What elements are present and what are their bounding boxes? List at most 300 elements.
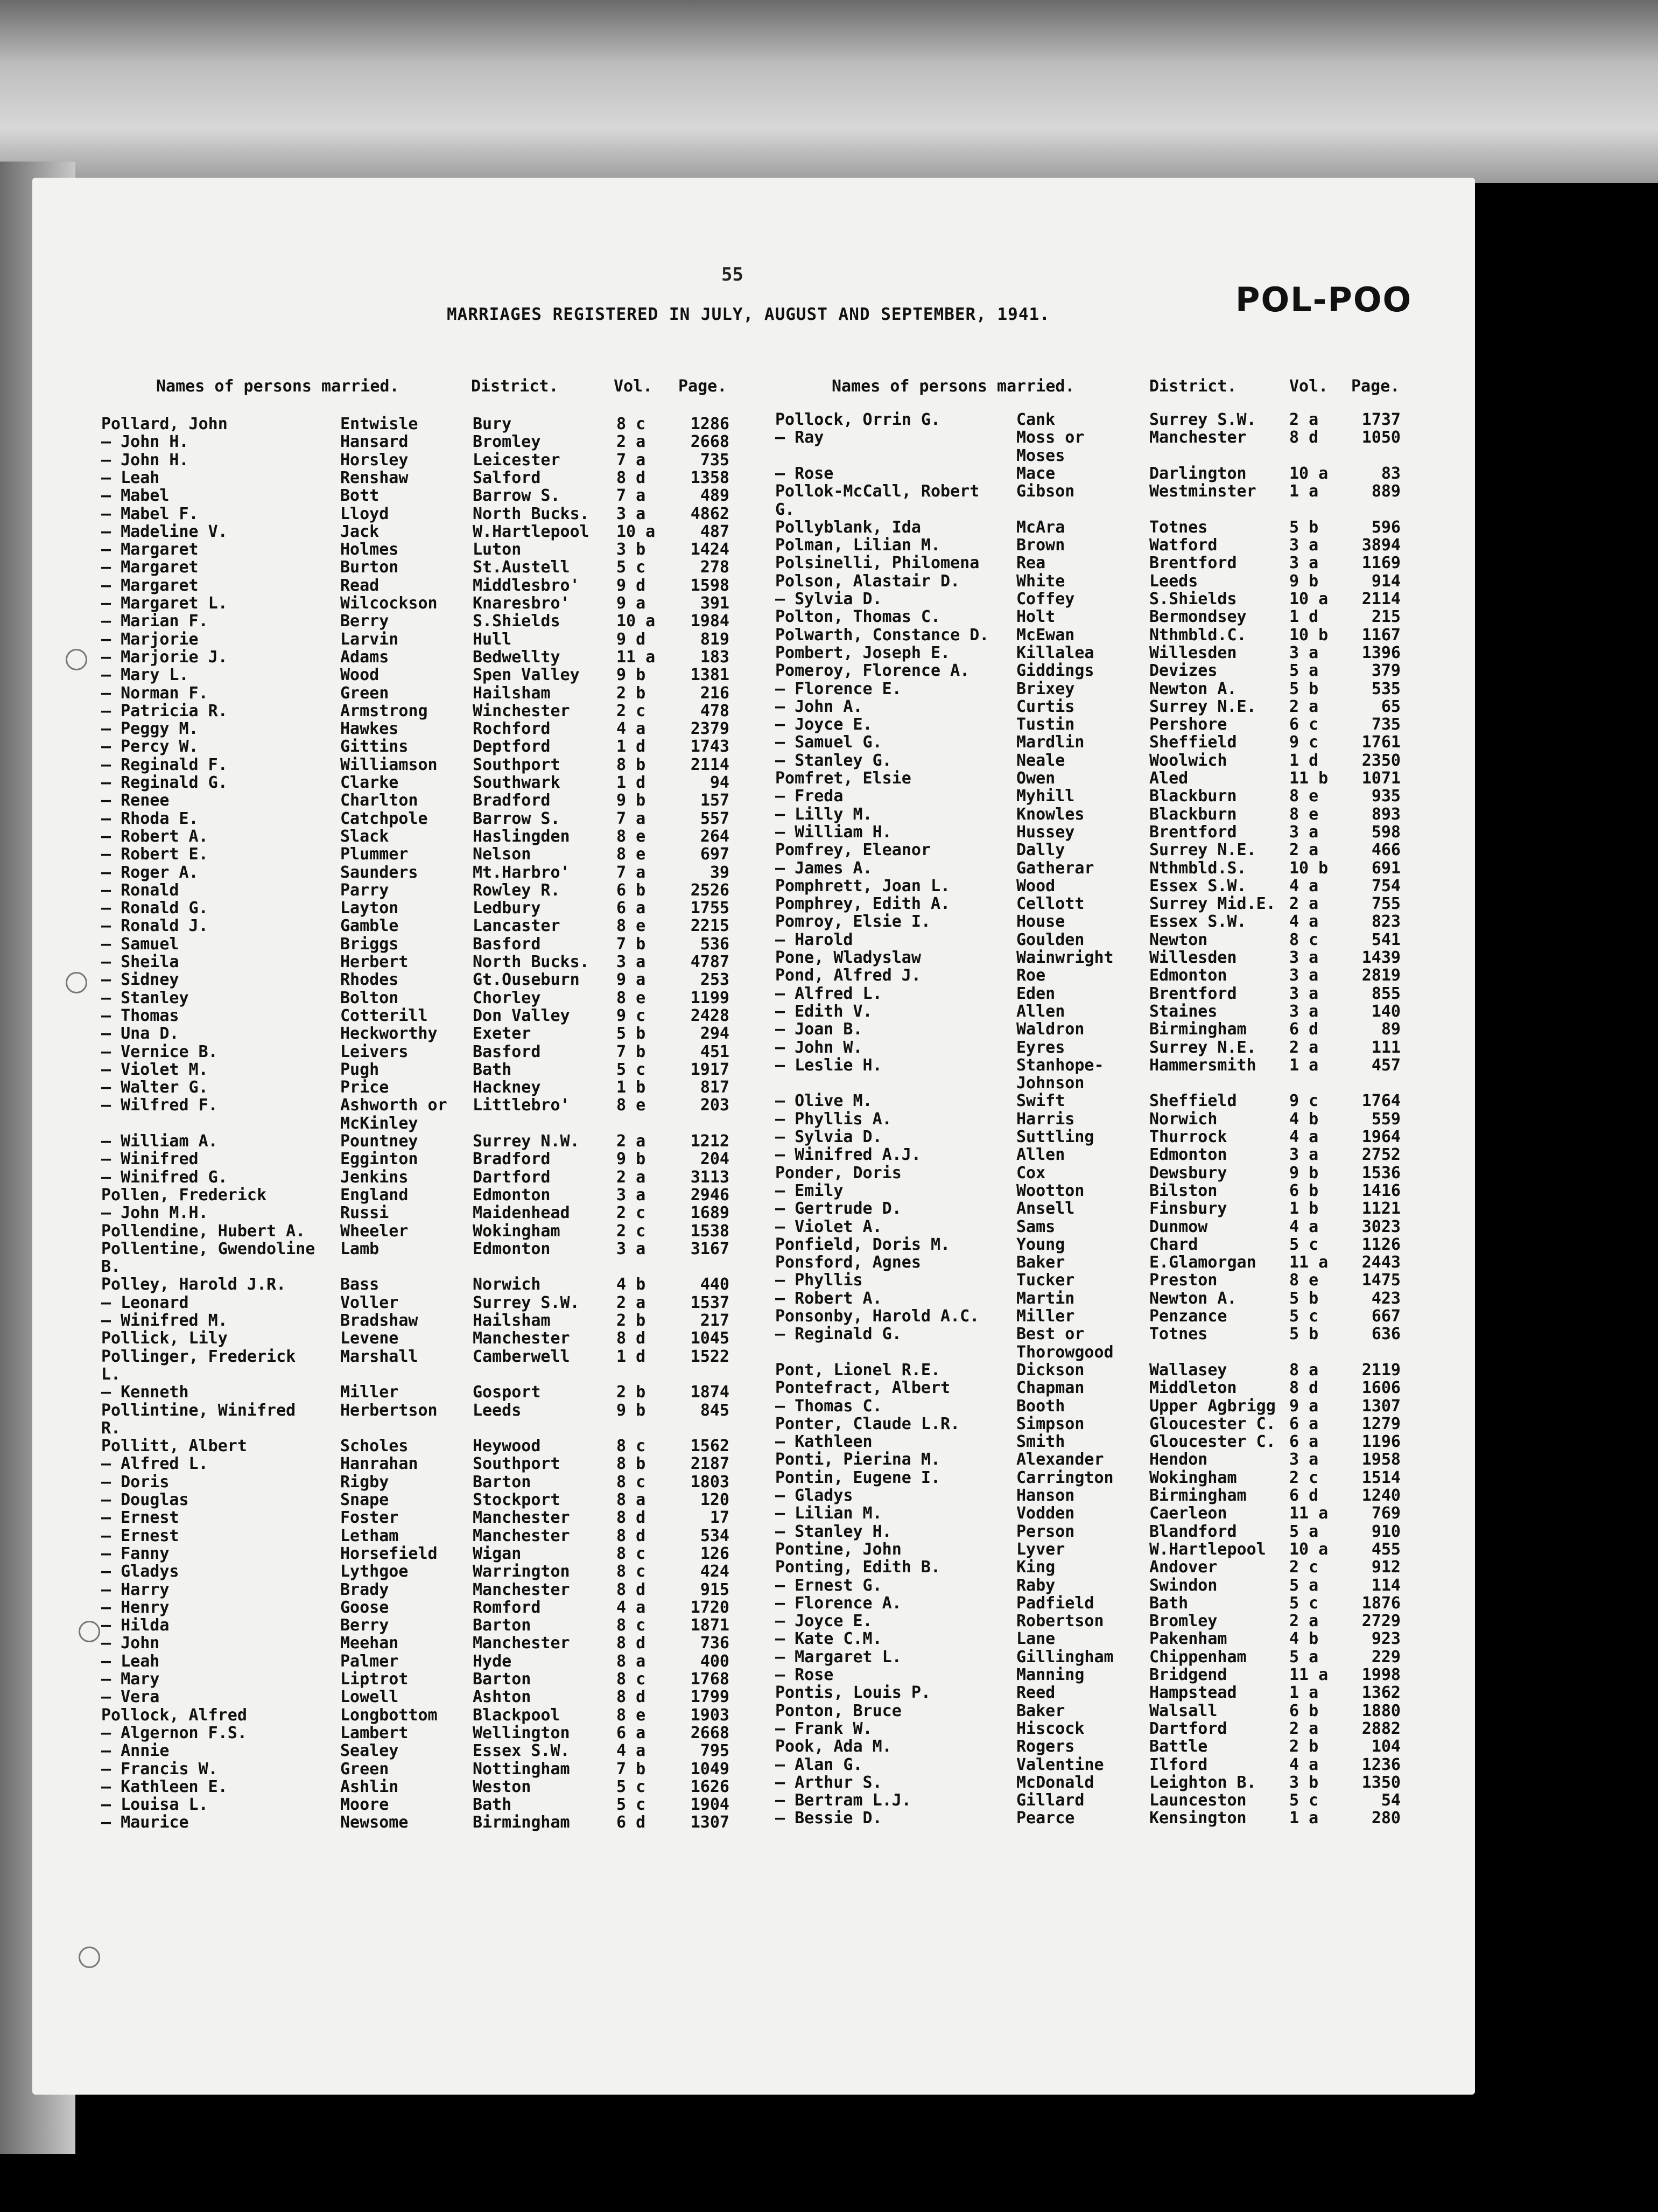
entry-vol: 1 b — [616, 1078, 646, 1097]
entry-district: Basford — [473, 1042, 541, 1061]
entry-district: Surrey N.E. — [1149, 841, 1256, 860]
entry-vol: 3 b — [1289, 1773, 1319, 1792]
entry-row — [0, 1809, 1658, 1827]
entry-spouse: Charlton — [340, 791, 418, 810]
entry-district: Ilford — [1149, 1755, 1208, 1774]
entry-page: 120 — [700, 1490, 729, 1509]
entry-page: 466 — [1371, 841, 1401, 860]
entry-row — [0, 1091, 1658, 1110]
entry-spouse: Lyver — [1016, 1539, 1065, 1559]
entry-spouse: Bolton — [340, 988, 399, 1007]
entry-spouse: Baker — [1016, 1701, 1065, 1720]
entry-spouse: Foster — [340, 1508, 399, 1528]
entry-vol: 8 c — [616, 1616, 646, 1635]
header-page-right: Page. — [1351, 377, 1400, 396]
entry-district: Bradford — [473, 1150, 551, 1169]
entry-district: Chippenham — [1149, 1647, 1247, 1667]
entry-surname: — Ronald — [101, 880, 179, 900]
entry-vol: 5 c — [1289, 1593, 1319, 1613]
entry-district: Wokingham — [473, 1221, 560, 1241]
entry-row — [0, 823, 1658, 841]
entry-page: 1049 — [690, 1759, 729, 1779]
entry-spouse: House — [1016, 912, 1065, 932]
entry-district: Leeds — [473, 1401, 522, 1420]
entry-district: North Bucks. — [473, 504, 589, 523]
entry-row — [0, 859, 1658, 877]
entry-page: 1167 — [1361, 625, 1401, 645]
entry-spouse: Best or — [1016, 1325, 1085, 1344]
entry-vol: 2 a — [1289, 410, 1319, 429]
entry-vol: 5 b — [1289, 517, 1319, 537]
entry-page: 910 — [1371, 1522, 1401, 1541]
entry-surname: — Gladys — [775, 1486, 853, 1505]
entry-surname: Pollyblank, Ida — [775, 517, 921, 537]
entry-vol: 2 a — [1289, 1612, 1319, 1631]
entry-spouse: Horsefield — [340, 1544, 438, 1563]
entry-row — [0, 1307, 1658, 1325]
entry-district: Spen Valley — [473, 666, 580, 685]
entry-spouse: Sealey — [340, 1741, 399, 1761]
entry-spouse: Briggs — [340, 934, 399, 954]
entry-page: 1126 — [1361, 1235, 1401, 1254]
entry-page: 1396 — [1361, 643, 1401, 662]
entry-spouse: Baker — [1016, 1253, 1065, 1272]
entry-district: Leeds — [1149, 571, 1198, 591]
entry-district: Bromley — [473, 432, 541, 452]
entry-district: Wigan — [473, 1544, 522, 1563]
entry-vol: 2 a — [1289, 841, 1319, 860]
entry-row — [0, 643, 1658, 662]
entry-district: Manchester — [473, 1329, 570, 1348]
entry-vol: 4 a — [1289, 1755, 1319, 1774]
entry-spouse: Newsome — [340, 1813, 409, 1832]
entry-vol: 5 c — [616, 1060, 646, 1079]
entry-vol: 6 c — [1289, 715, 1319, 734]
entry-district: Camberwell — [473, 1347, 570, 1366]
entry-vol: 5 c — [616, 1777, 646, 1796]
entry-surname: — Freda — [775, 787, 844, 806]
entry-page: 889 — [1371, 482, 1401, 501]
entry-spouse: Vodden — [1016, 1504, 1075, 1523]
entry-page: 487 — [700, 522, 729, 541]
entry-surname: — Violet A. — [775, 1217, 882, 1236]
entry-page: 478 — [700, 701, 729, 720]
entry-spouse: Gillard — [1016, 1791, 1085, 1810]
entry-surname: — Joyce E. — [775, 1612, 873, 1631]
entry-district: W.Hartlepool — [1149, 1539, 1266, 1559]
entry-surname: — John H. — [101, 432, 189, 452]
entry-row — [0, 1719, 1658, 1738]
entry-district: Preston — [1149, 1271, 1218, 1290]
entry-surname: — Sheila — [101, 953, 179, 971]
entry-vol: 4 b — [616, 1275, 646, 1294]
entry-page: 455 — [1371, 1539, 1401, 1559]
entry-spouse: Pountney — [340, 1132, 418, 1151]
entry-spouse: Gillingham — [1016, 1647, 1114, 1667]
entry-vol: 8 e — [1289, 804, 1319, 824]
entry-page: 1998 — [1361, 1665, 1401, 1684]
entry-vol: 2 c — [616, 701, 646, 720]
entry-district: Surrey N.W. — [473, 1132, 580, 1151]
entry-page: 1240 — [1361, 1486, 1401, 1505]
entry-row — [0, 1361, 1658, 1379]
entry-page: 1720 — [690, 1598, 729, 1617]
entry-district: Middleton — [1149, 1378, 1237, 1398]
entry-spouse: Martin — [1016, 1289, 1075, 1308]
entry-row — [0, 1217, 1658, 1236]
entry-vol: 8 d — [1289, 428, 1319, 447]
entry-page: 1562 — [690, 1437, 729, 1456]
binder-hole — [66, 649, 87, 670]
entry-page: 1917 — [690, 1060, 729, 1079]
entry-spouse: Price — [340, 1078, 389, 1097]
entry-spouse: Coffey — [1016, 590, 1075, 608]
entry-surname: — Norman F. — [101, 683, 208, 703]
entry-district: Woolwich — [1149, 751, 1227, 770]
entry-page: 1904 — [690, 1795, 729, 1815]
entry-surname: — Percy W. — [101, 737, 199, 757]
entry-surname: Pollinger, Frederick — [101, 1347, 296, 1366]
entry-spouse: Entwisle — [340, 415, 418, 433]
entry-surname: — Lilly M. — [775, 804, 873, 824]
entry-vol: 6 a — [1289, 1414, 1319, 1433]
entry-spouse: Gatherar — [1016, 858, 1094, 878]
entry-vol: 11 a — [1289, 1504, 1329, 1523]
entry-district: Penzance — [1149, 1307, 1227, 1326]
entry-spouse: Larvin — [340, 629, 399, 649]
entry-vol: 8 e — [616, 1705, 646, 1725]
entry-district: Basford — [473, 934, 541, 954]
entry-surname: — Emily — [775, 1181, 844, 1200]
entry-page: 1768 — [690, 1670, 729, 1689]
entry-vol: 8 c — [616, 415, 646, 433]
entry-page: 489 — [700, 486, 729, 506]
entry-vol: 8 d — [616, 1634, 646, 1653]
entry-vol: 5 c — [616, 558, 646, 577]
entry-vol: 7 a — [616, 809, 646, 828]
entry-row — [0, 1432, 1658, 1451]
entry-spouse: Hanson — [1016, 1486, 1075, 1505]
entry-page: 3894 — [1361, 536, 1401, 555]
entry-page: 1121 — [1361, 1199, 1401, 1219]
entry-page: 104 — [1371, 1737, 1401, 1756]
entry-page: 39 — [709, 863, 729, 882]
entry-row — [0, 590, 1658, 608]
entry-spouse: Knowles — [1016, 804, 1085, 824]
entry-spouse: Owen — [1016, 769, 1056, 788]
entry-surname: — Margaret L. — [101, 594, 228, 613]
entry-vol: 8 e — [616, 827, 646, 846]
entry-district: Launceston — [1149, 1791, 1247, 1810]
entry-vol: 5 c — [1289, 1235, 1319, 1254]
entry-surname: — William H. — [775, 822, 892, 842]
entry-row — [0, 410, 1658, 429]
entry-district: Battle — [1149, 1737, 1208, 1756]
entry-row — [0, 1020, 1658, 1038]
entry-district: Nthmbld.C. — [1149, 625, 1247, 645]
entry-vol: 7 b — [616, 1759, 646, 1779]
entry-district: Gloucester C. — [1149, 1432, 1276, 1452]
entry-page: 2187 — [690, 1454, 729, 1474]
entry-row — [0, 536, 1658, 554]
entry-page: 1958 — [1361, 1450, 1401, 1469]
entry-district: Brentford — [1149, 984, 1237, 1003]
entry-vol: 10 a — [616, 522, 656, 541]
entry-vol: 5 c — [616, 1795, 646, 1815]
entry-surname: — Thomas — [101, 1006, 179, 1025]
entry-surname: Ponton, Bruce — [775, 1701, 902, 1720]
page-title: MARRIAGES REGISTERED IN JULY, AUGUST AND SEPTEMBER, 1941. — [447, 305, 1050, 324]
entry-surname: — Ernest G. — [775, 1576, 882, 1595]
entry-surname: — Joyce E. — [775, 715, 873, 734]
entry-district: Bradford — [473, 791, 551, 810]
entry-surname: — Mary L. — [101, 666, 189, 685]
entry-surname: — Mabel F. — [101, 504, 199, 523]
entry-district: Devizes — [1149, 661, 1218, 681]
entry-page: 423 — [1371, 1289, 1401, 1308]
entry-page: 1307 — [690, 1813, 729, 1832]
entry-district: Birmingham — [1149, 1486, 1247, 1505]
entry-row — [0, 607, 1658, 626]
entry-page: 83 — [1381, 464, 1401, 483]
entry-vol: 2 a — [1289, 697, 1319, 716]
entry-vol: 8 e — [616, 988, 646, 1007]
entry-surname: — Harry — [101, 1580, 170, 1599]
entry-district: Edmonton — [473, 1185, 551, 1205]
entry-row — [0, 1737, 1658, 1755]
entry-page: 1424 — [690, 540, 729, 559]
entry-page: 2114 — [690, 755, 729, 774]
entry-vol: 1 a — [1289, 482, 1319, 501]
entry-spouse: England — [340, 1185, 409, 1205]
entry-surname: — Ernest — [101, 1508, 179, 1528]
entry-district: Hailsham — [473, 683, 551, 703]
entry-district: Bath — [1149, 1593, 1189, 1613]
entry-surname: — Sylvia D. — [775, 590, 882, 608]
entry-row — [0, 1128, 1658, 1146]
entry-vol: 5 b — [1289, 679, 1319, 698]
entry-spouse: King — [1016, 1558, 1056, 1577]
entry-page: 3023 — [1361, 1217, 1401, 1236]
entry-surname: — Marian F. — [101, 612, 208, 631]
entry-district: Birmingham — [1149, 1020, 1247, 1039]
entry-page: 94 — [709, 773, 729, 792]
entry-page: 1903 — [690, 1705, 729, 1725]
entry-vol: 8 c — [616, 1670, 646, 1689]
entry-spouse: Cox — [1016, 1163, 1046, 1182]
entry-district: Walsall — [1149, 1701, 1218, 1720]
entry-district: North Bucks. — [473, 953, 589, 971]
entry-district: Maidenhead — [473, 1203, 570, 1223]
entry-surname: Polman, Lilian M. — [775, 536, 941, 555]
entry-page: 17 — [709, 1508, 729, 1528]
entry-spouse: Miller — [340, 1383, 399, 1402]
entry-surname: Pombert, Joseph E. — [775, 643, 951, 662]
entry-spouse: Lambert — [340, 1723, 409, 1742]
entry-surname: — Winifred G. — [101, 1167, 228, 1187]
entry-vol: 1 d — [1289, 751, 1319, 770]
entry-vol: 8 e — [1289, 787, 1319, 806]
entry-spouse: Johnson — [1016, 1074, 1085, 1093]
entry-district: Barton — [473, 1670, 531, 1689]
entry-district: Watford — [1149, 536, 1218, 555]
entry-surname: — Violet M. — [101, 1060, 208, 1079]
entry-spouse: Liptrot — [340, 1670, 409, 1689]
entry-vol: 9 d — [616, 629, 646, 649]
entry-vol: 4 a — [616, 719, 646, 739]
entry-vol: 2 a — [1289, 1038, 1319, 1057]
entry-page: 1876 — [1361, 1593, 1401, 1613]
entry-surname: — Rose — [775, 1665, 834, 1684]
entry-row — [0, 877, 1658, 895]
entry-district: Southwark — [473, 773, 560, 792]
entry-district: Caerleon — [1149, 1504, 1227, 1523]
entry-row — [0, 1468, 1658, 1487]
entry-spouse: Russi — [340, 1203, 389, 1223]
entry-page: 294 — [700, 1024, 729, 1044]
entry-district: Newton A. — [1149, 679, 1237, 698]
entry-page: 817 — [700, 1078, 729, 1097]
entry-district: Sheffield — [1149, 733, 1237, 752]
entry-vol: 3 a — [1289, 1002, 1319, 1021]
entry-district: Chorley — [473, 988, 541, 1007]
entry-surname: Polsinelli, Philomena — [775, 554, 980, 573]
entry-surname: Polley, Harold J.R. — [101, 1275, 286, 1294]
entry-page: 755 — [1371, 894, 1401, 914]
entry-vol: 8 d — [1289, 1378, 1319, 1398]
entry-district: S.Shields — [1149, 590, 1237, 608]
entry-surname: — John — [101, 1634, 160, 1653]
entry-district: Bermondsey — [1149, 607, 1247, 627]
entry-spouse: Scholes — [340, 1437, 409, 1456]
entry-surname: Pontis, Louis P. — [775, 1683, 931, 1703]
entry-vol: 9 b — [1289, 571, 1319, 591]
entry-vol: 8 d — [616, 1508, 646, 1528]
entry-row — [0, 1629, 1658, 1648]
entry-row — [0, 1289, 1658, 1307]
entry-spouse: Booth — [1016, 1396, 1065, 1416]
entry-surname: Pollendine, Hubert A. — [101, 1221, 306, 1241]
entry-vol: 8 a — [1289, 1360, 1319, 1380]
entry-page: 2668 — [690, 432, 729, 452]
entry-vol: 3 a — [1289, 554, 1319, 573]
entry-page: 1964 — [1361, 1128, 1401, 1146]
entry-district: Wellington — [473, 1723, 570, 1742]
entry-page: 1761 — [1361, 733, 1401, 752]
entry-vol: 8 e — [616, 1096, 646, 1115]
entry-surname: Pont, Lionel R.E. — [775, 1360, 941, 1380]
entry-surname: B. — [101, 1257, 121, 1277]
entry-surname: — Robert E. — [101, 845, 208, 864]
entry-vol: 7 a — [616, 450, 646, 470]
entry-row — [0, 769, 1658, 787]
entry-surname: Pollitt, Albert — [101, 1437, 247, 1456]
entry-surname: — Olive M. — [775, 1091, 873, 1111]
entry-row — [0, 1074, 1658, 1092]
entry-surname: — Doris — [101, 1472, 170, 1492]
entry-spouse: Green — [340, 683, 389, 703]
entry-surname: — Mabel — [101, 486, 170, 506]
entry-surname: Pomfret, Elsie — [775, 769, 911, 788]
entry-page: 2114 — [1361, 590, 1401, 608]
entry-row — [0, 482, 1658, 500]
entry-district: Edmonton — [473, 1239, 551, 1258]
entry-surname: — Mary — [101, 1670, 160, 1689]
entry-surname: — Reginald G. — [101, 773, 228, 792]
entry-page: 845 — [700, 1401, 729, 1420]
entry-surname: R. — [101, 1418, 121, 1438]
entry-vol: 8 b — [616, 755, 646, 774]
entry-row — [0, 661, 1658, 680]
entry-surname: — Harold — [775, 930, 853, 949]
entry-surname: — Kathleen — [775, 1432, 873, 1452]
entry-row — [0, 1378, 1658, 1397]
entry-vol: 9 a — [616, 970, 646, 990]
entry-surname: — Hilda — [101, 1616, 170, 1635]
entry-row — [0, 787, 1658, 805]
entry-spouse: Read — [340, 576, 380, 595]
entry-district: Nthmbld.S. — [1149, 858, 1247, 878]
entry-district: Middlesbro' — [473, 576, 580, 595]
entry-page: 1358 — [690, 468, 729, 487]
entry-spouse: Hussey — [1016, 822, 1075, 842]
entry-page: 1743 — [690, 737, 729, 757]
entry-row — [0, 1181, 1658, 1200]
entry-surname: — Robert A. — [775, 1289, 882, 1308]
entry-page: 1381 — [690, 666, 729, 685]
entry-district: Staines — [1149, 1002, 1218, 1021]
entry-district: Hyde — [473, 1651, 512, 1671]
entry-vol: 3 a — [1289, 1450, 1319, 1469]
entry-row — [0, 1648, 1658, 1666]
entry-district: Norwich — [473, 1275, 541, 1294]
entry-surname: — Kate C.M. — [775, 1629, 882, 1649]
entry-spouse: Rogers — [1016, 1737, 1075, 1756]
entry-district: Newton A. — [1149, 1289, 1237, 1308]
entry-surname: Pone, Wladyslaw — [775, 948, 921, 967]
entry-row — [0, 1110, 1658, 1128]
entry-page: 2752 — [1361, 1145, 1401, 1165]
entry-spouse: Smith — [1016, 1432, 1065, 1452]
entry-spouse: Valentine — [1016, 1755, 1104, 1774]
entry-page: 2729 — [1361, 1612, 1401, 1631]
entry-spouse: Burton — [340, 558, 399, 577]
entry-spouse: Curtis — [1016, 697, 1075, 716]
entry-row — [0, 1343, 1658, 1361]
entry-page: 1279 — [1361, 1414, 1401, 1433]
entry-vol: 2 a — [616, 1293, 646, 1312]
entry-vol: 5 b — [1289, 1325, 1319, 1344]
entry-district: Ledbury — [473, 899, 541, 918]
entry-district: Aled — [1149, 769, 1189, 788]
entry-page: 3167 — [690, 1239, 729, 1258]
entry-spouse: Rea — [1016, 554, 1046, 573]
entry-page: 535 — [1371, 679, 1401, 698]
entry-spouse: Ashworth or — [340, 1096, 447, 1115]
entry-surname: — Sylvia D. — [775, 1128, 882, 1146]
entry-surname: — William A. — [101, 1132, 218, 1151]
entry-row — [0, 1558, 1658, 1576]
entry-spouse: Person — [1016, 1522, 1075, 1541]
entry-vol: 2 b — [616, 683, 646, 703]
entry-row — [0, 930, 1658, 949]
header-district-right: District. — [1149, 377, 1237, 396]
entry-vol: 6 a — [616, 899, 646, 918]
entry-district: Deptford — [473, 737, 551, 757]
entry-surname: — Marjorie J. — [101, 647, 228, 667]
entry-vol: 1 d — [616, 737, 646, 757]
entry-surname: — Alfred L. — [775, 984, 882, 1003]
